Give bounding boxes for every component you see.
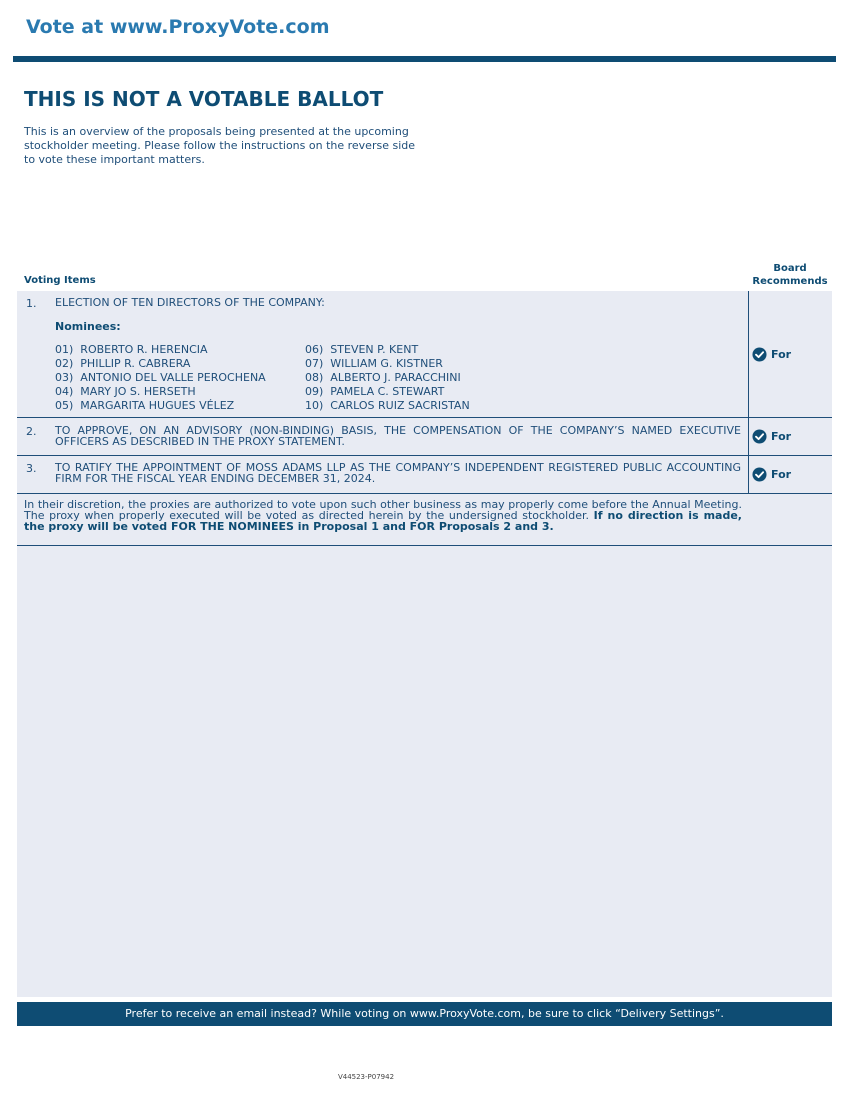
recommendation-label: For	[771, 348, 792, 361]
recommendation-label: For	[771, 468, 792, 481]
nominee-10	[305, 400, 470, 411]
nominee-name: MARY JO S. HERSETH	[80, 385, 196, 398]
nominee-number: 09)	[305, 385, 324, 398]
document-code: V44523-P07942	[337, 1073, 395, 1081]
item-3-number: 3.	[26, 462, 37, 475]
nominee-number: 08)	[305, 371, 324, 384]
item-3-recommendation	[752, 467, 791, 482]
row-divider	[17, 493, 832, 494]
nominee-1	[55, 344, 208, 355]
header-rule	[13, 56, 836, 62]
nominee-8	[305, 372, 461, 383]
item-2-text: TO APPROVE, ON AN ADVISORY (NON-BINDING) BASIS, THE COMPENSATION OF THE COMPANY’S NAMED EXECUTIVE OFFICERS AS DESCRIBED IN THE PROXY STATEMENT.	[55, 424, 741, 448]
item-1-number: 1.	[26, 297, 37, 310]
page-title: THIS IS NOT A VOTABLE BALLOT	[24, 87, 384, 111]
nominee-number: 07)	[305, 357, 324, 370]
nominee-number: 04)	[55, 385, 74, 398]
row-divider	[17, 455, 832, 456]
nominee-number: 10)	[305, 399, 324, 412]
nominee-4	[55, 386, 196, 397]
board-header-line2: Recommends	[752, 276, 828, 287]
item-2-number: 2.	[26, 425, 37, 438]
nominee-name: ALBERTO J. PARACCHINI	[330, 371, 461, 384]
check-circle-icon	[752, 347, 767, 362]
item-3-text: TO RATIFY THE APPOINTMENT OF MOSS ADAMS LLP AS THE COMPANY’S INDEPENDENT REGISTERED PUBLIC ACCOUNTING FIRM FOR THE FISCAL YEAR ENDING DECEMBER 31, 2024.	[55, 461, 741, 485]
nominee-name: MARGARITA HUGUES VÉLEZ	[80, 399, 235, 412]
nominee-name: PAMELA C. STEWART	[330, 385, 445, 398]
item-2-recommendation	[752, 429, 791, 444]
nominee-2	[55, 358, 190, 369]
column-divider	[748, 291, 749, 493]
nominee-name: WILLIAM G. KISTNER	[330, 357, 443, 370]
nominee-name: ROBERTO R. HERENCIA	[80, 343, 208, 356]
board-recommends-header	[748, 262, 832, 288]
nominees-label: Nominees:	[55, 320, 121, 333]
item-1-text: ELECTION OF TEN DIRECTORS OF THE COMPANY:	[55, 296, 325, 309]
nominee-number: 06)	[305, 343, 324, 356]
nominee-name: CARLOS RUIZ SACRISTAN	[330, 399, 470, 412]
discretion-text	[24, 499, 742, 532]
nominee-number: 05)	[55, 399, 74, 412]
discretion-bold: If no direction is made, the proxy will be voted FOR THE NOMINEES in Proposal 1 and FOR Proposals 2 and 3.	[24, 509, 742, 533]
nominee-3	[55, 372, 266, 383]
intro-text: This is an overview of the proposals being presented at the upcoming stockholder meeting. Please follow the instructions on the reverse side to vote these important matters.	[24, 125, 416, 166]
proxyvote-link[interactable]: Vote at www.ProxyVote.com	[26, 16, 330, 38]
email-banner: Prefer to receive an email instead? While voting on www.ProxyVote.com, be sure to click “Delivery Settings”.	[17, 1002, 832, 1026]
board-header-line1: Board	[773, 263, 807, 274]
nominee-9	[305, 386, 444, 397]
nominee-name: PHILLIP R. CABRERA	[80, 357, 191, 370]
nominee-name: ANTONIO DEL VALLE PEROCHENA	[80, 371, 266, 384]
nominee-5	[55, 400, 234, 411]
check-circle-icon	[752, 429, 767, 444]
check-circle-icon	[752, 467, 767, 482]
item-1-recommendation	[752, 347, 791, 362]
nominee-name: STEVEN P. KENT	[330, 343, 419, 356]
nominee-number: 03)	[55, 371, 74, 384]
nominee-number: 02)	[55, 357, 74, 370]
nominee-6	[305, 344, 418, 355]
row-divider	[17, 545, 832, 546]
recommendation-label: For	[771, 430, 792, 443]
discretion-normal: In their discretion, the proxies are authorized to vote upon such other business as may properly come before the Annual Meeting. The proxy when properly executed will be voted as directed herein by the undersigned stockholder.	[24, 498, 742, 522]
row-divider	[17, 417, 832, 418]
nominee-7	[305, 358, 443, 369]
voting-items-header: Voting Items	[24, 275, 96, 286]
nominee-number: 01)	[55, 343, 74, 356]
